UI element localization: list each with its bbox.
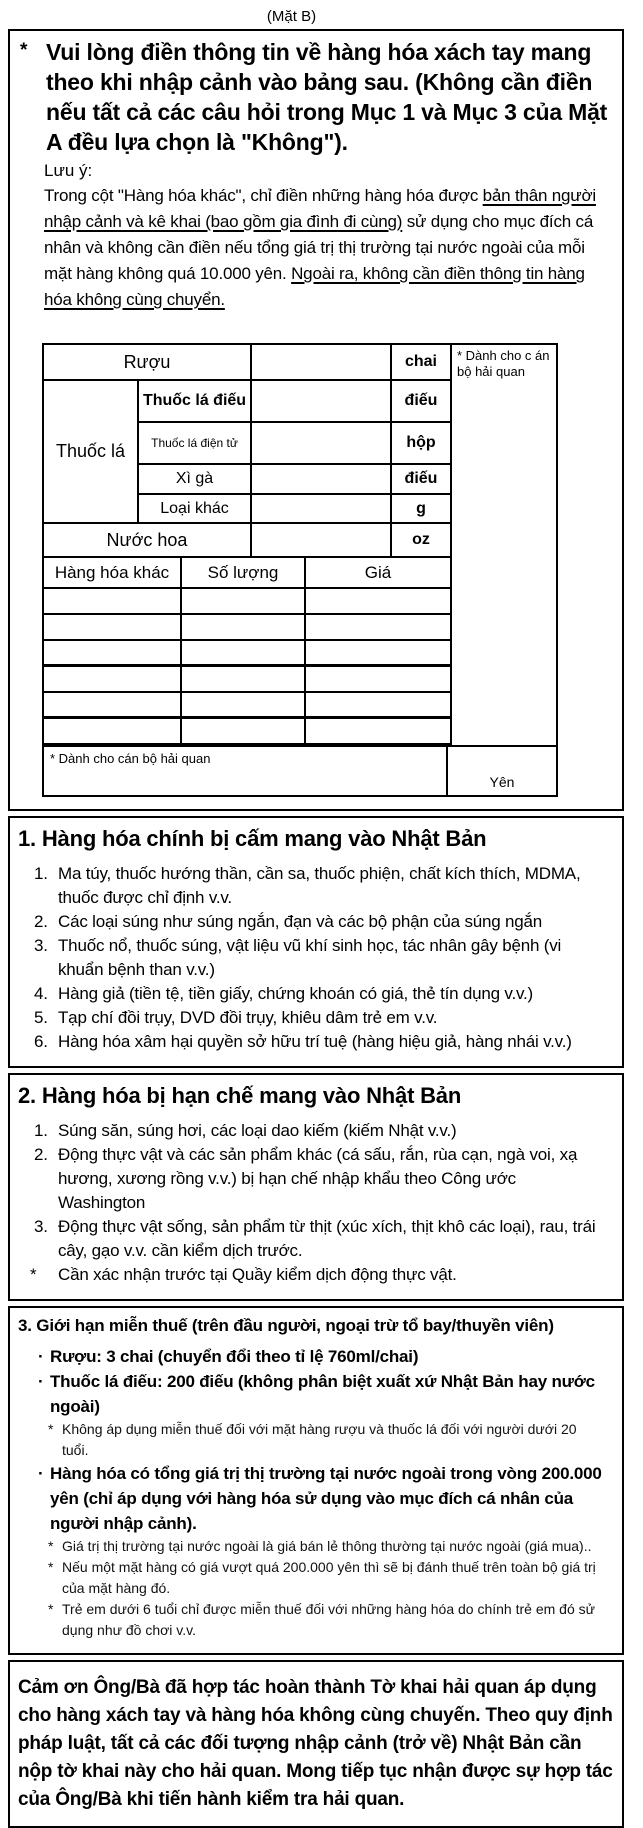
- table-row-perfume: [44, 524, 450, 558]
- section-2-title: 2. Hàng hóa bị hạn chế mang vào Nhật Bản: [18, 1083, 462, 1108]
- item-text: Thuốc lá điếu: 200 điếu (không phân biệt xuất xứ Nhật Bản hay nước ngoài): [50, 1372, 595, 1416]
- intro-asterisk: *: [20, 40, 28, 61]
- note-label: Lưu ý:: [44, 161, 93, 180]
- other-goods-price-field[interactable]: [306, 693, 450, 719]
- item-text: Các loại súng như súng ngắn, đạn và các bộ phận của súng ngắn: [58, 912, 543, 931]
- item-number: 3.: [34, 936, 48, 955]
- list-item: [38, 1369, 614, 1419]
- other-goods-item-field[interactable]: [44, 615, 182, 641]
- list-item: [38, 1344, 614, 1369]
- other-goods-header-quantity: Số lượng: [182, 558, 306, 589]
- table-row-empty-2: [44, 615, 450, 641]
- other-goods-item-field[interactable]: [44, 693, 182, 719]
- page-title: (Mặt B): [266, 8, 317, 25]
- section-3-list: [38, 1344, 614, 1641]
- item-number: 6.: [34, 1032, 48, 1051]
- other-goods-price-field[interactable]: [306, 719, 450, 743]
- cigars-quantity-field[interactable]: [252, 465, 392, 495]
- list-item: [34, 1006, 614, 1030]
- bullet-marker: ·: [38, 1464, 44, 1483]
- cigars-label: Xì gà: [139, 465, 252, 495]
- customs-officer-side-box: * Dành cho c án bộ hải quan: [450, 343, 558, 747]
- list-item-note: [48, 1557, 614, 1599]
- perfume-label: Nước hoa: [44, 524, 252, 558]
- note-underlined-1: bản thân người nhập cảnh và kê khai (bao gồm gia đình đi cùng): [44, 186, 596, 231]
- alcohol-quantity-field[interactable]: [252, 345, 392, 381]
- section-1-list: [34, 862, 614, 1054]
- table-row-empty-1: [44, 589, 450, 615]
- other-goods-price-field[interactable]: [306, 589, 450, 615]
- goods-table: [42, 343, 558, 797]
- asterisk-marker: *: [30, 1265, 37, 1284]
- carry-on-goods-box: [8, 29, 624, 811]
- table-row-other-goods-header: [44, 558, 450, 589]
- alcohol-label: Rượu: [44, 345, 252, 381]
- asterisk-marker: *: [48, 1559, 54, 1575]
- section-1-title: 1. Hàng hóa chính bị cấm mang vào Nhật Bản: [18, 826, 487, 851]
- table-row-other-tobacco: [139, 495, 450, 524]
- other-goods-quantity-field[interactable]: [182, 667, 306, 693]
- section-3-duty-free-allowance: [8, 1306, 624, 1655]
- table-row-ecigarettes: [139, 423, 450, 465]
- section-3-title: 3. Giới hạn miễn thuế (trên đầu người, ngoại trừ tổ bay/thuyền viên): [18, 1316, 554, 1335]
- other-goods-quantity-field[interactable]: [182, 641, 306, 667]
- other-tobacco-label: Loại khác: [139, 495, 252, 524]
- item-number: 1.: [34, 864, 48, 883]
- table-row-cigarettes: [139, 381, 450, 423]
- alcohol-unit: chai: [392, 345, 450, 381]
- cigars-unit: điếu: [392, 465, 450, 495]
- other-goods-quantity-field[interactable]: [182, 589, 306, 615]
- item-number: 2.: [34, 912, 48, 931]
- item-text: Động thực vật và các sản phẩm khác (cá sấu, rắn, rùa cạn, ngà voi, xạ hương, xương rồng v.v.) bị hạn chế nhập khẩu theo Công ước Washington: [58, 1145, 578, 1212]
- item-text: Giá trị thị trường tại nước ngoài là giá bán lẻ thông thường tại nước ngoài (giá mua)..: [62, 1538, 592, 1554]
- item-text: Hàng hóa có tổng giá trị thị trường tại nước ngoài trong vòng 200.000 yên (chỉ áp dụng với hàng hóa sử dụng vào mục đích cá nhân của người nhập cảnh).: [50, 1464, 602, 1533]
- list-item: [34, 910, 614, 934]
- other-goods-quantity-field[interactable]: [182, 693, 306, 719]
- other-goods-item-field[interactable]: [44, 719, 182, 743]
- other-goods-item-field[interactable]: [44, 641, 182, 667]
- table-row-alcohol: [44, 345, 450, 381]
- section-2-list: [30, 1119, 614, 1287]
- asterisk-marker: *: [48, 1601, 54, 1617]
- bullet-marker: ·: [38, 1372, 44, 1391]
- list-item: [34, 1143, 614, 1215]
- other-goods-header-item: Hàng hóa khác: [44, 558, 182, 589]
- table-row-cigars: [139, 465, 450, 495]
- cigarettes-unit: điếu: [392, 381, 450, 423]
- item-text: Hàng hóa xâm hại quyền sở hữu trí tuệ (hàng hiệu giả, hàng nhái v.v.): [58, 1032, 572, 1051]
- section-1-prohibited-goods: [8, 816, 624, 1068]
- other-goods-item-field[interactable]: [44, 667, 182, 693]
- item-text: Không áp dụng miễn thuế đối với mặt hàng rượu và thuốc lá đối với người dưới 20 tuổi.: [62, 1421, 577, 1458]
- item-number: 5.: [34, 1008, 48, 1027]
- note-part-1: Trong cột "Hàng hóa khác", chỉ điền những hàng hóa được: [44, 186, 483, 205]
- item-text: Tạp chí đồi trụy, DVD đồi trụy, khiêu dâm trẻ em v.v.: [58, 1008, 438, 1027]
- other-tobacco-unit: g: [392, 495, 450, 524]
- table-row-empty-3: [44, 641, 450, 667]
- item-number: 2.: [34, 1145, 48, 1164]
- item-text: Súng săn, súng hơi, các loại dao kiếm (kiếm Nhật v.v.): [58, 1121, 457, 1140]
- intro-text: Vui lòng điền thông tin về hàng hóa xách tay mang theo khi nhập cảnh vào bảng sau. (Không cần điền nếu tất cả các câu hỏi trong Mục 1 và Mục 3 của Mặt A đều lựa chọn là "Không").: [46, 39, 608, 155]
- list-item-note: [48, 1599, 614, 1641]
- asterisk-marker: *: [48, 1538, 54, 1554]
- table-row-empty-6: [44, 719, 450, 743]
- customs-officer-footer-note: * Dành cho cán bộ hải quan: [44, 747, 448, 795]
- item-text: Cần xác nhận trước tại Quầy kiểm dịch động thực vật.: [58, 1265, 457, 1284]
- closing-text: Cảm ơn Ông/Bà đã hợp tác hoàn thành Tờ khai hải quan áp dụng cho hàng xách tay và hàng hóa không cùng chuyến. Theo quy định pháp luật, tất cả các đối tượng nhập cảnh (trở về) Nhật Bản cần nộp tờ khai này cho hải quan. Mong tiếp tục nhận được sự hợp tác của Ông/Bà khi tiến hành kiểm tra hải quan.: [18, 1677, 613, 1810]
- item-text: Thuốc nổ, thuốc súng, vật liệu vũ khí sinh học, tác nhân gây bệnh (vi khuẩn bệnh than v.v.): [58, 936, 562, 979]
- list-item: [34, 982, 614, 1006]
- list-item-note: [30, 1263, 614, 1287]
- tobacco-subrows: [139, 381, 450, 524]
- item-text: Trẻ em dưới 6 tuổi chỉ được miễn thuế đối với những hàng hóa do chính trẻ em đó sử dụng như đồ chơi v.v.: [62, 1601, 596, 1638]
- table-rowgroup-tobacco: [44, 381, 450, 524]
- intro-row: [18, 37, 614, 157]
- item-text: Nếu một mặt hàng có giá vượt quá 200.000 yên thì sẽ bị đánh thuế trên toàn bộ giá trị của mặt hàng đó.: [62, 1559, 596, 1596]
- cigarettes-label: Thuốc lá điếu: [139, 381, 252, 423]
- tobacco-label: Thuốc lá: [44, 381, 139, 524]
- goods-table-footer: [42, 745, 558, 797]
- table-row-empty-5: [44, 693, 450, 719]
- list-item: [34, 1119, 614, 1143]
- item-text: Hàng giả (tiền tệ, tiền giấy, chứng khoán có giá, thẻ tín dụng v.v.): [58, 984, 534, 1003]
- item-number: 1.: [34, 1121, 48, 1140]
- item-text: Rượu: 3 chai (chuyển đổi theo tỉ lệ 760ml/chai): [50, 1347, 419, 1366]
- asterisk-marker: *: [48, 1421, 54, 1437]
- yen-unit-label: Yên: [489, 774, 515, 790]
- note-part-2: sử dụng cho mục đích cá nhân và không cần điền nếu tổng giá trị thị trường tại nước ngoài của mỗi mặt hàng không quá 10.000 yên.: [44, 212, 594, 283]
- goods-table-main: [42, 343, 452, 745]
- item-text: Động thực vật sống, sản phẩm từ thịt (xúc xích, thịt khô các loại), rau, trái cây, gạo v.v. cần kiểm dịch trước.: [58, 1217, 596, 1260]
- other-goods-header-price: Giá: [306, 558, 450, 589]
- note-underlined-2: Ngoài ra, không cần điền thông tin hàng hóa không cùng chuyển.: [44, 264, 585, 309]
- list-item: [34, 1030, 614, 1054]
- item-number: 3.: [34, 1217, 48, 1236]
- cigarettes-quantity-field[interactable]: [252, 381, 392, 423]
- note-paragraph: [44, 183, 610, 313]
- other-goods-quantity-field[interactable]: [182, 719, 306, 743]
- closing-message-box: [8, 1660, 624, 1828]
- perfume-unit: oz: [392, 524, 450, 558]
- list-item-note: [48, 1536, 614, 1557]
- table-row-empty-4: [44, 667, 450, 693]
- other-tobacco-quantity-field[interactable]: [252, 495, 392, 524]
- other-goods-price-field[interactable]: [306, 641, 450, 667]
- item-text: Ma túy, thuốc hướng thần, cần sa, thuốc phiện, chất kích thích, MDMA, thuốc được chỉ định v.v.: [58, 864, 581, 907]
- list-item: [34, 934, 614, 982]
- list-item: [34, 862, 614, 910]
- other-goods-item-field[interactable]: [44, 589, 182, 615]
- ecigarettes-unit: hộp: [392, 423, 450, 465]
- bullet-marker: ·: [38, 1347, 44, 1366]
- section-2-restricted-goods: [8, 1073, 624, 1301]
- other-goods-quantity-field[interactable]: [182, 615, 306, 641]
- list-item: [34, 1215, 614, 1263]
- list-item-note: [48, 1419, 614, 1461]
- item-number: 4.: [34, 984, 48, 1003]
- other-goods-price-field[interactable]: [306, 615, 450, 641]
- perfume-quantity-field[interactable]: [252, 524, 392, 558]
- ecigarettes-label: Thuốc lá điện tử: [139, 423, 252, 465]
- ecigarettes-quantity-field[interactable]: [252, 423, 392, 465]
- other-goods-price-field[interactable]: [306, 667, 450, 693]
- list-item: [38, 1461, 614, 1536]
